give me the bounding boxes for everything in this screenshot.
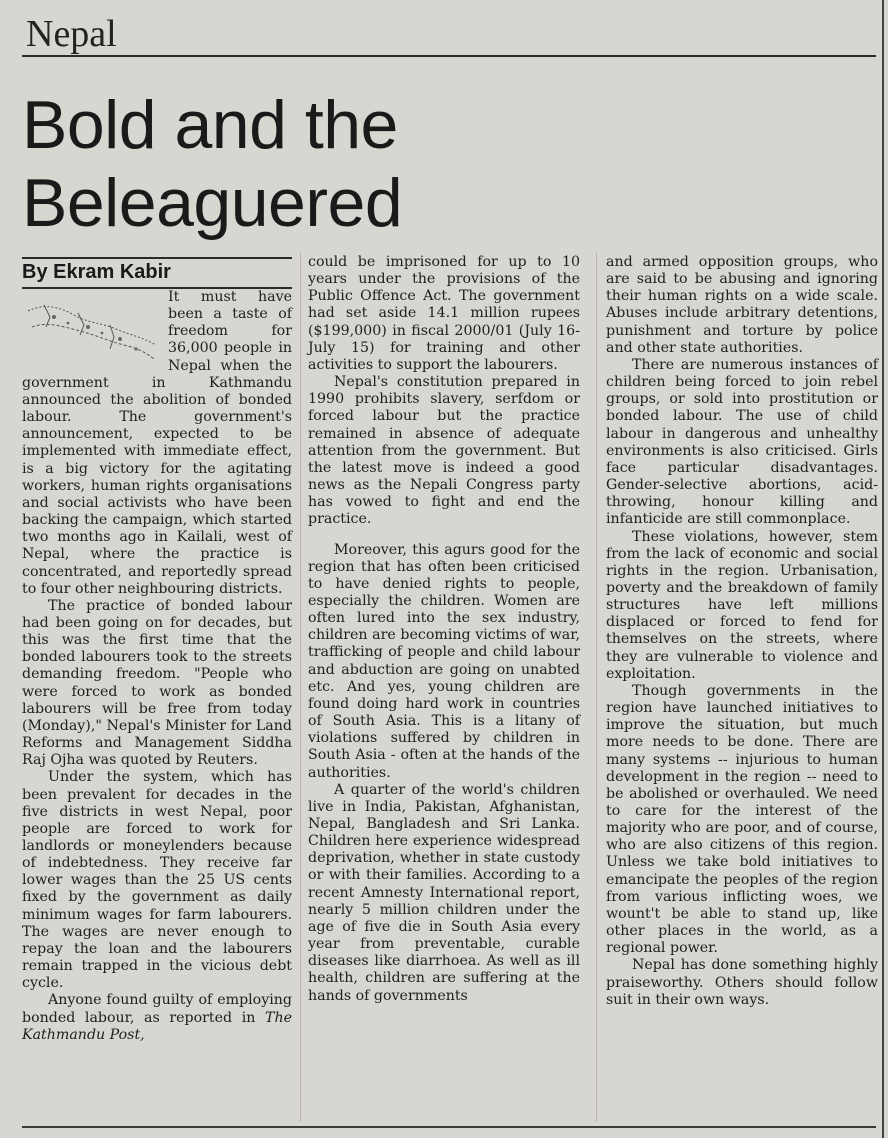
article-headline: Bold and the Beleaguered [22,87,403,241]
paragraph-5: could be imprisoned for up to 10 years under the provisions of the Public Offence Act. The government had set aside 14.1 million rupees ($199,000) in fiscal 2000/01 (July 16-July 15) for training and other activities to support the labourers. [308,254,580,373]
article-column-2 [308,254,580,1005]
section-label: Nepal [26,13,117,55]
column-divider-2 [596,252,597,1122]
source-title: The Kathmandu Post, [22,1009,292,1043]
byline: By Ekram Kabir [22,261,171,283]
map-float-space [22,289,168,369]
paragraph-12: Though governments in the region have launched initiatives to improve the situation, but much more needs to be done. There are many systems -- injurious to human development in the region -- need to be abolished or overhauled. We need to care for the interest of the majority who are poor, and of course, who are also citizens of this region. Unless we take bold initiatives to emancipate the peoples of the region from various inflicting woes, we wount't be able to stand up, like other places in the world, as a regional power. [606,682,878,957]
paragraph-13: Nepal has done something highly praiseworthy. Others should follow suit in their own ways. [606,957,878,1008]
paragraph-4-text: Anyone found guilty of employing bonded labour, as reported in [22,992,292,1026]
page-bottom-rule [22,1126,876,1128]
article-column-1 [22,289,292,1044]
paragraph-9: and armed opposition groups, who are said to be abusing and ignoring their human rights on a wide scale. Abuses include arbitrary detentions, punishment and torture by police and other state authorities. [606,254,878,356]
page-edge-line [882,0,884,1138]
column-divider-1 [300,252,301,1122]
paragraph-11: These violations, however, stem from the lack of economic and social rights in the region. Urbanisation, poverty and the breakdown of family structures have left millions displaced or forced to fend for themselves on the streets, where they are vulnerable to violence and exploitation. [606,528,878,682]
paragraph-2: The practice of bonded labour had been going on for decades, but this was the first time that the bonded labourers took to the streets demanding freedom. "People who were forced to work as bonded labourers will be free from today (Monday)," Nepal's Minister for Land Reforms and Management Siddha Raj Ojha was quoted by Reuters. [22,597,292,769]
paragraph-8: A quarter of the world's children live in India, Pakistan, Afghanistan, Nepal, Bangladesh and Sri Lanka. Children here experience widespread deprivation, whether in state custody or with their families. According to a recent Amnesty International report, nearly 5 million children under the age of five die in South Asia every year from preventable, curable diseases like diarrhoea. As well as ill health, children are suffering at the hands of governments [308,781,580,1004]
paragraph-6: Nepal's constitution prepared in 1990 prohibits slavery, serfdom or forced labour but the practice remained in absence of adequate attention from the government. But the latest move is indeed a good news as the Nepali Congress party has vowed to fight and end the practice. [308,374,580,528]
article-column-3 [606,254,878,1009]
paragraph-4 [22,992,292,1043]
paragraph-10: There are numerous instances of children being forced to join rebel groups, or sold into prostitution or bonded labour. The use of child labour in dangerous and unhealthy environments is also criticised. Girls face particular disadvantages. Gender-selective abortions, acid-throwing, honour killing and infanticide are still commonplace. [606,356,878,528]
byline-divider-top [22,257,292,259]
paragraph-1: It must have been a taste of freedom for 36,000 people in Nepal when the government in Kathmandu announced the abolition of bonded labour. The government's announcement, expected to be implemented with immediate effect, is a big victory for the agitating workers, human rights organisations and social activists who have been backing the campaign, which started two months ago in Kailali, west of Nepal, where the practice is concentrated, and reportedly spread to four other neighbouring districts. [22,289,292,597]
paragraph-3: Under the system, which has been prevalent for decades in the five districts in west Nepal, poor people are forced to work for landlords or moneylenders because of indebtedness. They receive far lower wages than the 25 US cents fixed by the government as daily minimum wages for farm labourers. The wages are never enough to repay the loan and the labourers remain trapped in the vicious debt cycle. [22,769,292,992]
paragraph-7: Moreover, this agurs good for the region that has often been criticised to have denied rights to people, especially the children. Women are often lured into the sex industry, children are becoming victims of war, trafficking of people and child labour and abduction are going on unabted etc. And yes, young children are found doing hard work in countries of South Asia. This is a litany of violations suffered by children in South Asia - often at the hands of the authorities. [308,541,580,781]
section-divider [22,55,876,57]
